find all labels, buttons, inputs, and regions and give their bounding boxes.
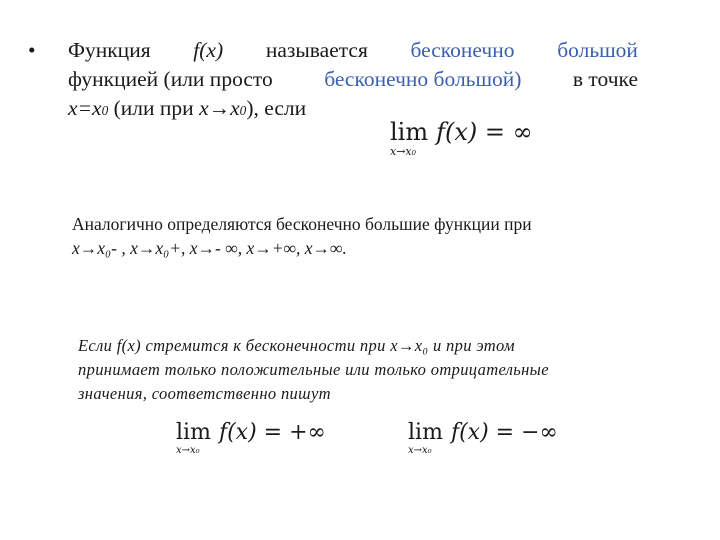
- lim-subscript: x→x₀: [390, 145, 417, 158]
- sign-paragraph: [78, 334, 658, 406]
- word-fx: f(x): [193, 38, 224, 62]
- formula-expression: f(x) = +∞: [218, 420, 326, 445]
- formula-expression: f(x) = −∞: [450, 420, 558, 445]
- line3-part-a: x=x: [68, 96, 102, 120]
- word-function: Функция: [68, 38, 151, 62]
- definition-line-3: [42, 94, 638, 125]
- line2-part-c: в точке: [572, 67, 638, 91]
- line3-sub: 0: [101, 103, 109, 118]
- analog-paragraph: [72, 212, 632, 260]
- sign-line-2: принимает только положительные или только отрицательные: [78, 360, 549, 379]
- formula-limit-plus-infinity: [176, 420, 326, 456]
- lim-operator: lim: [408, 420, 443, 445]
- line3-part-b: (или при: [108, 96, 200, 120]
- formula-limit-infinity: [390, 118, 533, 158]
- line3-part-c: x→x: [199, 96, 240, 120]
- word-called: называется: [265, 38, 368, 62]
- lim-subscript: x→x₀: [408, 445, 432, 456]
- word-infinitely: бесконечно: [410, 38, 515, 62]
- line3-part-d: ), если: [246, 96, 307, 120]
- word-large: большой: [557, 38, 638, 62]
- sign-line-3: значения, соответственно пишут: [78, 384, 331, 403]
- line2-part-a: функцией (или просто: [68, 67, 273, 91]
- lim-operator: lim: [390, 118, 429, 146]
- definition-line-2: [42, 65, 638, 94]
- analog-line-2: x→x₀- , x→x₀+, x→- ∞, x→+∞, x→∞.: [72, 238, 347, 258]
- lim-operator: lim: [176, 420, 211, 445]
- line2-part-b: бесконечно большой): [324, 67, 522, 91]
- definition-paragraph: [28, 36, 638, 125]
- line3-sub2: 0: [239, 103, 247, 118]
- bullet-icon: •: [28, 38, 36, 62]
- formula-limit-minus-infinity: [408, 420, 558, 456]
- definition-line-1: [42, 36, 638, 65]
- analog-line-1: Аналогично определяются бесконечно большие функции при: [72, 214, 532, 234]
- lim-subscript: x→x₀: [176, 445, 200, 456]
- formula-expression: f(x) = ∞: [436, 118, 533, 146]
- sign-line-1: Если f(x) стремится к бесконечности при x→x₀ и при этом: [78, 336, 515, 355]
